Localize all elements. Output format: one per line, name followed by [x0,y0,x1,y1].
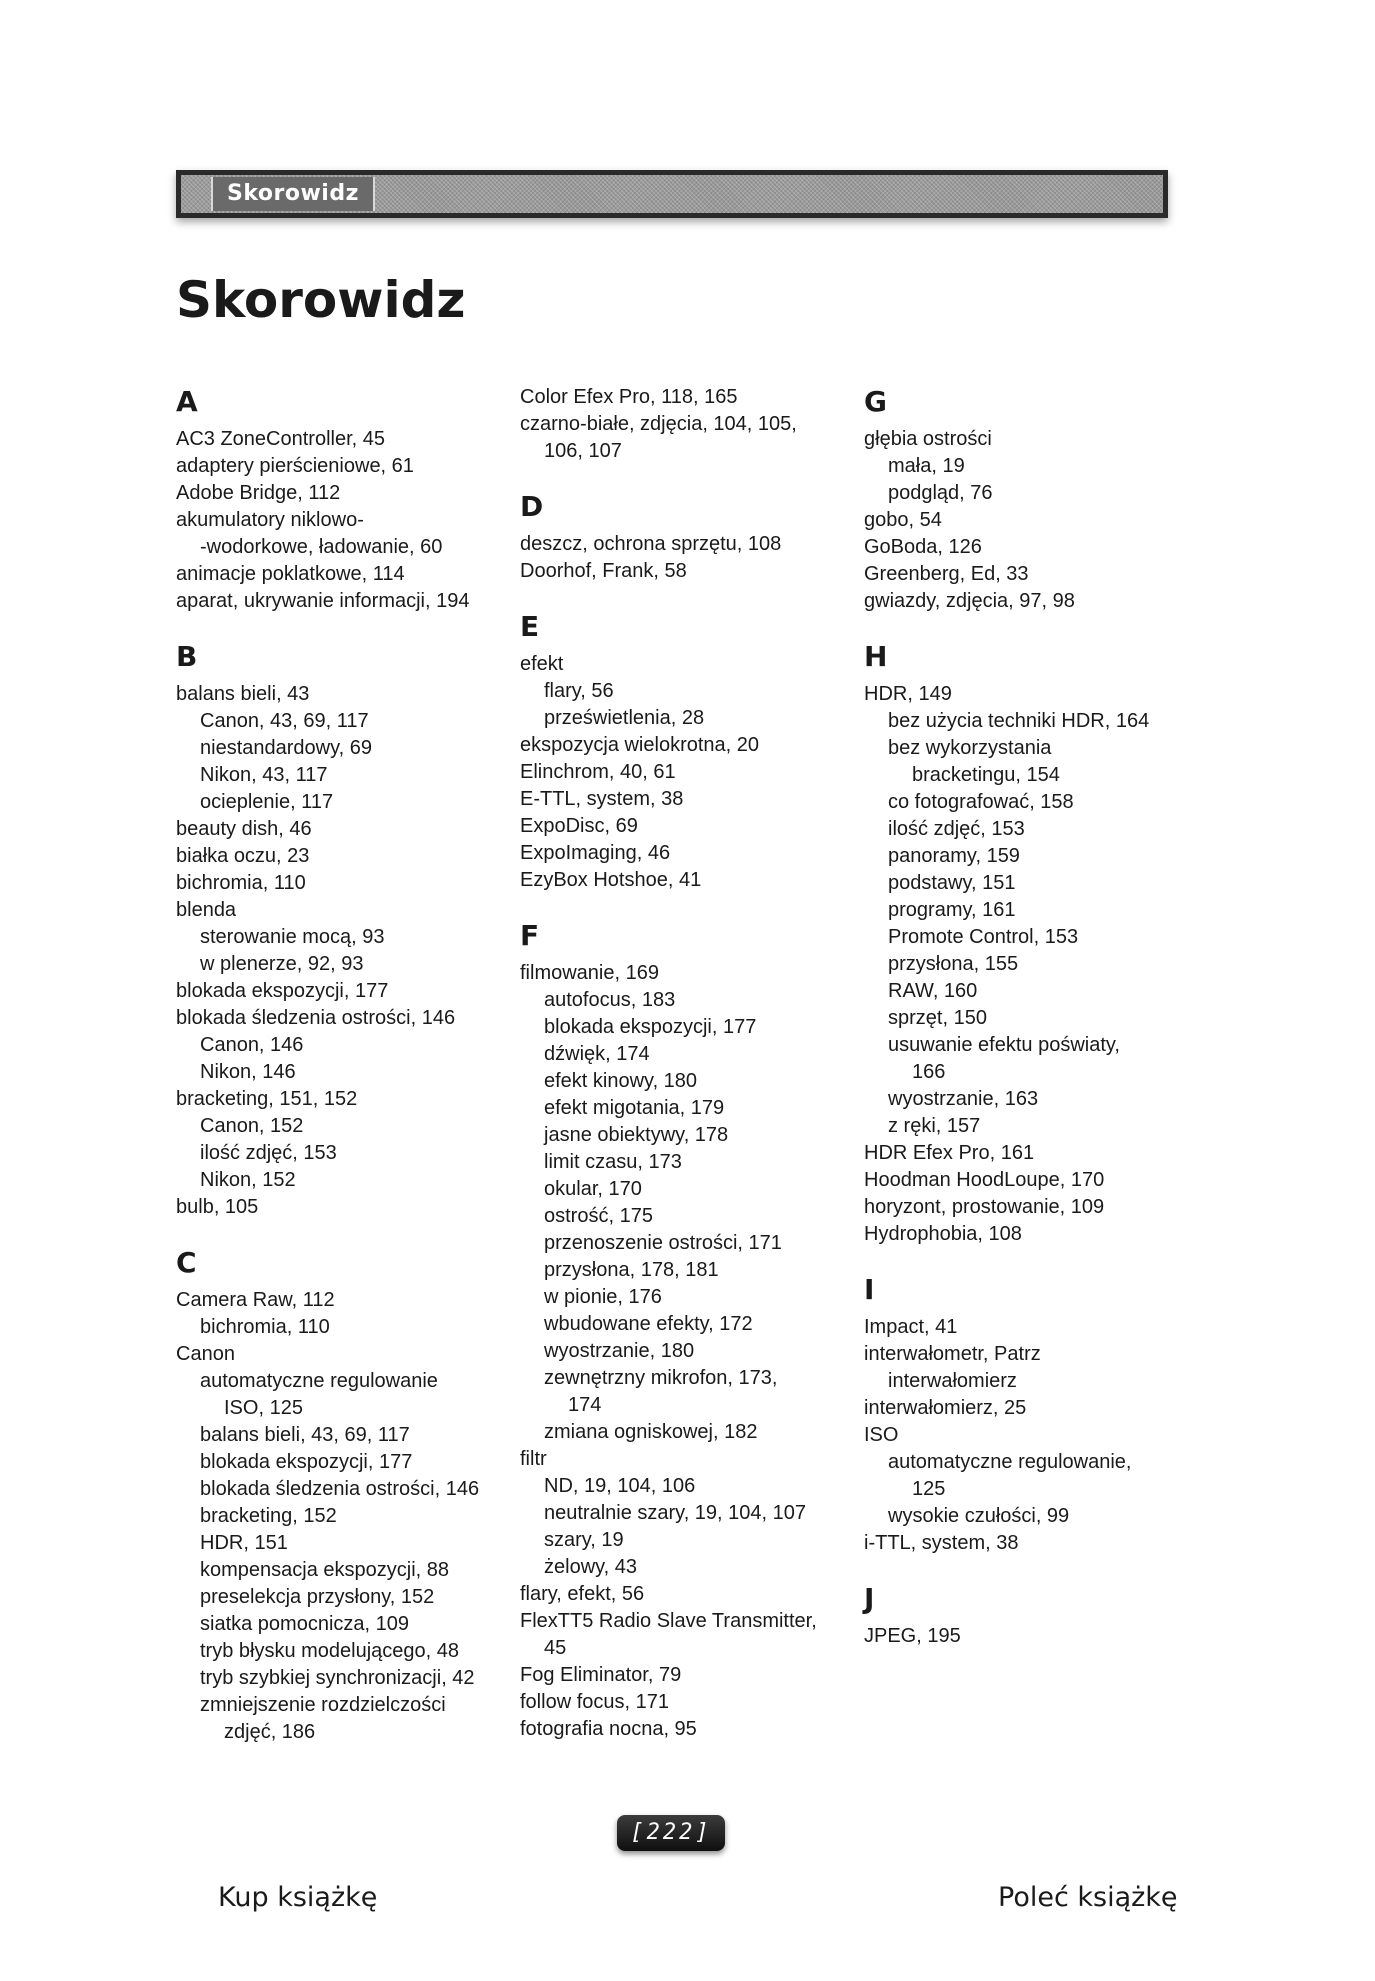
index-letter-heading: H [864,640,888,673]
index-subentry: autofocus, 183 [544,989,676,1011]
index-entry: animacje poklatkowe, 114 [176,563,405,585]
index-subentry: ISO, 125 [224,1397,303,1419]
index-subentry: sterowanie mocą, 93 [200,926,385,948]
index-entry: Elinchrom, 40, 61 [520,761,676,783]
index-subentry: zdjęć, 186 [224,1721,316,1743]
index-subentry: Nikon, 146 [200,1061,296,1083]
index-entry: HDR Efex Pro, 161 [864,1142,1035,1164]
index-entry: filmowanie, 169 [520,962,659,984]
index-entry: ExpoDisc, 69 [520,815,638,837]
index-entry: Doorhof, Frank, 58 [520,560,687,582]
index-subentry: blokada śledzenia ostrości, 146 [200,1478,480,1500]
index-entry: adaptery pierścieniowe, 61 [176,455,414,477]
index-subentry: siatka pomocnicza, 109 [200,1613,410,1635]
index-entry: bichromia, 110 [176,872,306,894]
index-subentry: Canon, 146 [200,1034,304,1056]
index-subentry: mała, 19 [888,455,965,477]
index-entry: Camera Raw, 112 [176,1289,335,1311]
index-letter-heading: B [176,640,198,673]
index-subentry: przysłona, 178, 181 [544,1259,719,1281]
index-entry: białka oczu, 23 [176,845,310,867]
index-subentry: 106, 107 [544,440,622,462]
index-entry: horyzont, prostowanie, 109 [864,1196,1105,1218]
index-subentry: ND, 19, 104, 106 [544,1475,696,1497]
index-entry: Hoodman HoodLoupe, 170 [864,1169,1105,1191]
index-subentry: neutralnie szary, 19, 104, 107 [544,1502,807,1524]
index-subentry: z ręki, 157 [888,1115,981,1137]
index-entry: ExpoImaging, 46 [520,842,671,864]
index-subentry: bichromia, 110 [200,1316,330,1338]
chapter-header-bar [176,170,1168,218]
index-entry: blokada ekspozycji, 177 [176,980,389,1002]
index-subentry: podgląd, 76 [888,482,993,504]
index-entry: EzyBox Hotshoe, 41 [520,869,702,891]
index-entry: Adobe Bridge, 112 [176,482,341,504]
index-subentry: niestandardowy, 69 [200,737,372,759]
index-entry: blenda [176,899,237,921]
index-subentry: Nikon, 152 [200,1169,296,1191]
index-subentry: tryb błysku modelującego, 48 [200,1640,460,1662]
index-subentry: bracketingu, 154 [912,764,1060,786]
index-subentry: -wodorkowe, ładowanie, 60 [200,536,443,558]
index-subentry: okular, 170 [544,1178,642,1200]
index-subentry: przysłona, 155 [888,953,1019,975]
index-entry: efekt [520,653,564,675]
index-subentry: RAW, 160 [888,980,978,1002]
index-subentry: efekt migotania, 179 [544,1097,725,1119]
index-letter-heading: A [176,385,198,418]
index-entry: bracketing, 151, 152 [176,1088,358,1110]
index-entry: flary, efekt, 56 [520,1583,645,1605]
index-subentry: sprzęt, 150 [888,1007,987,1029]
index-subentry: ostrość, 175 [544,1205,653,1227]
index-entry: interwałomierz, 25 [864,1397,1027,1419]
index-column-1 [176,384,506,1746]
index-subentry: automatyczne regulowanie [200,1370,438,1392]
buy-book-link[interactable]: Kup książkę [218,1882,378,1913]
index-letter-heading: G [864,385,887,418]
index-entry: Fog Eliminator, 79 [520,1664,682,1686]
index-subentry: wyostrzanie, 163 [888,1088,1039,1110]
index-entry: Impact, 41 [864,1316,958,1338]
index-entry: follow focus, 171 [520,1691,669,1713]
index-subentry: interwałomierz [888,1370,1017,1392]
index-column-3 [864,384,1194,1650]
index-letter-heading: D [520,490,544,523]
index-subentry: zewnętrzny mikrofon, 173, [544,1367,778,1389]
index-subentry: szary, 19 [544,1529,624,1551]
index-column-2 [520,384,850,1743]
index-entry: fotografia nocna, 95 [520,1718,697,1740]
index-entry: AC3 ZoneController, 45 [176,428,386,450]
index-entry: Greenberg, Ed, 33 [864,563,1029,585]
index-entry: filtr [520,1448,547,1470]
index-subentry: w plenerze, 92, 93 [200,953,364,975]
index-subentry: blokada ekspozycji, 177 [200,1451,413,1473]
index-entry: bulb, 105 [176,1196,259,1218]
index-subentry: tryb szybkiej synchronizacji, 42 [200,1667,475,1689]
index-subentry: efekt kinowy, 180 [544,1070,698,1092]
index-subentry: blokada ekspozycji, 177 [544,1016,757,1038]
recommend-book-link[interactable]: Poleć książkę [998,1882,1178,1913]
index-entry: JPEG, 195 [864,1625,961,1647]
page-title: Skorowidz [176,271,466,329]
index-subentry: 166 [912,1061,946,1083]
index-subentry: limit czasu, 173 [544,1151,682,1173]
index-subentry: ocieplenie, 117 [200,791,334,813]
index-subentry: kompensacja ekspozycji, 88 [200,1559,450,1581]
index-entry: Color Efex Pro, 118, 165 [520,386,738,408]
index-entry: gwiazdy, zdjęcia, 97, 98 [864,590,1075,612]
index-subentry: wysokie czułości, 99 [888,1505,1070,1527]
index-subentry: 45 [544,1637,567,1659]
index-subentry: Canon, 43, 69, 117 [200,710,369,732]
index-subentry: zmiana ogniskowej, 182 [544,1421,758,1443]
index-entry: czarno-białe, zdjęcia, 104, 105, [520,413,797,435]
index-subentry: zmniejszenie rozdzielczości [200,1694,446,1716]
index-subentry: prześwietlenia, 28 [544,707,705,729]
index-letter-heading: C [176,1246,197,1279]
index-entry: ISO [864,1424,899,1446]
index-letter-heading: F [520,919,540,952]
index-subentry: balans bieli, 43, 69, 117 [200,1424,410,1446]
index-subentry: podstawy, 151 [888,872,1016,894]
index-subentry: 174 [568,1394,602,1416]
index-entry: beauty dish, 46 [176,818,312,840]
index-letter-heading: I [864,1273,875,1306]
index-entry: FlexTT5 Radio Slave Transmitter, [520,1610,817,1632]
index-entry: GoBoda, 126 [864,536,982,558]
index-entry: deszcz, ochrona sprzętu, 108 [520,533,782,555]
index-entry: i-TTL, system, 38 [864,1532,1019,1554]
index-entry: akumulatory niklowo- [176,509,364,531]
index-subentry: panoramy, 159 [888,845,1020,867]
index-entry: głębia ostrości [864,428,992,450]
index-entry: balans bieli, 43 [176,683,310,705]
index-subentry: żelowy, 43 [544,1556,638,1578]
index-subentry: usuwanie efektu poświaty, [888,1034,1120,1056]
index-subentry: przenoszenie ostrości, 171 [544,1232,782,1254]
index-subentry: bez użycia techniki HDR, 164 [888,710,1150,732]
index-entry: interwałometr, Patrz [864,1343,1041,1365]
header-bar-pattern [181,175,1163,213]
page-number-badge: [222] [617,1815,725,1851]
index-entry: Hydrophobia, 108 [864,1223,1022,1245]
index-subentry: HDR, 151 [200,1532,288,1554]
index-entry: blokada śledzenia ostrości, 146 [176,1007,456,1029]
index-subentry: w pionie, 176 [544,1286,662,1308]
index-subentry: Canon, 152 [200,1115,304,1137]
index-entry: HDR, 149 [864,683,952,705]
index-entry: aparat, ukrywanie informacji, 194 [176,590,470,612]
index-subentry: Promote Control, 153 [888,926,1079,948]
index-subentry: co fotografować, 158 [888,791,1074,813]
index-subentry: ilość zdjęć, 153 [200,1142,337,1164]
index-subentry: jasne obiektywy, 178 [544,1124,729,1146]
chapter-tab-label: Skorowidz [211,177,375,211]
index-subentry: 125 [912,1478,946,1500]
index-subentry: bez wykorzystania [888,737,1052,759]
index-subentry: programy, 161 [888,899,1016,921]
index-entry: ekspozycja wielokrotna, 20 [520,734,760,756]
index-subentry: ilość zdjęć, 153 [888,818,1025,840]
index-subentry: automatyczne regulowanie, [888,1451,1132,1473]
index-entry: E-TTL, system, 38 [520,788,684,810]
index-subentry: dźwięk, 174 [544,1043,650,1065]
index-subentry: Nikon, 43, 117 [200,764,328,786]
index-subentry: flary, 56 [544,680,614,702]
index-entry: Canon [176,1343,235,1365]
index-entry: gobo, 54 [864,509,942,531]
index-letter-heading: J [864,1582,875,1615]
index-subentry: wyostrzanie, 180 [544,1340,695,1362]
index-subentry: bracketing, 152 [200,1505,337,1527]
index-subentry: preselekcja przysłony, 152 [200,1586,435,1608]
index-letter-heading: E [520,610,540,643]
index-subentry: wbudowane efekty, 172 [544,1313,753,1335]
